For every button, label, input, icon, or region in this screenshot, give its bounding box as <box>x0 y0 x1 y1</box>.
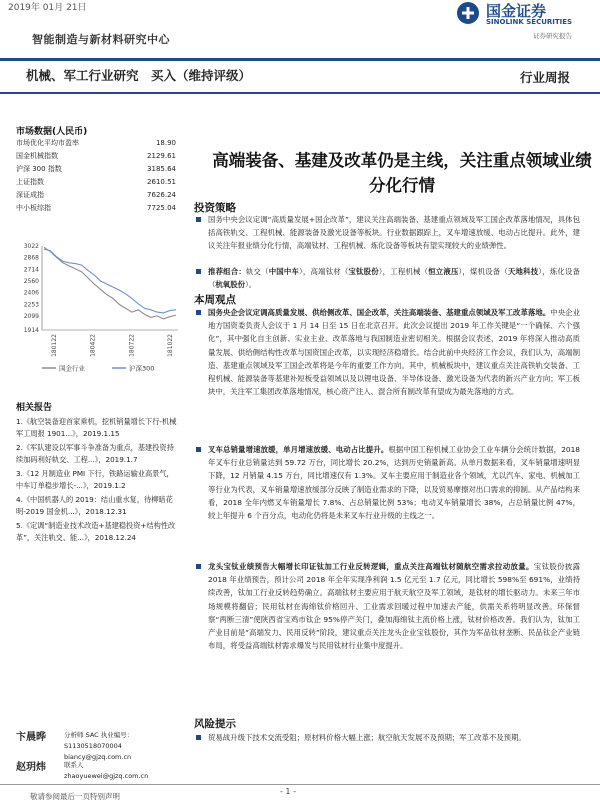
x-tick-label: 180722 <box>128 334 136 357</box>
market-row: 沪深 300 指数 3185.64 <box>16 165 176 173</box>
logo-tagline: 证券研究报告 <box>533 32 572 40</box>
bullet-icon <box>196 735 201 740</box>
series-line <box>44 247 176 319</box>
main-title: 高端装备、基建及改革仍是主线，关注重点领域业绩分化行情 <box>212 151 592 195</box>
y-tick-label: 3022 <box>23 243 39 250</box>
risk-heading: 风险提示 <box>194 718 236 730</box>
logo-text-en: SINOLINK SECURITIES <box>486 18 573 26</box>
analyst-card <box>16 728 184 761</box>
y-tick-label: 2714 <box>23 266 39 274</box>
analyst-email[interactable]: zhaoyuewei@gjzq.com.cn <box>64 772 149 780</box>
header-divider <box>0 58 600 61</box>
related-report-item[interactable]: 4.《中国机器人的 2019：结山重水复，待柳暗花明-2019 国金机...》，2018.12.31 <box>16 495 173 516</box>
legend-label: 国金行业 <box>59 364 85 373</box>
x-tick-label: 180122 <box>51 334 58 357</box>
analyst-name: 卞晨晔 <box>16 732 46 743</box>
market-row: 上证指数 2610.51 <box>16 178 176 186</box>
footer-divider <box>0 784 600 785</box>
weekly-paragraph-3: 龙头宝钛业绩预告大幅增长印证钛加工行业反转逻辑，重点关注高端钛材随航空需求拉动放量。宝钛股份披露 2018 年业绩预告，预计公司 2018 年全年实现净利润 1.5 亿元至 1.7 亿元，同比增长 598%至 691%，业绩持续改善，钛加工行业反转趋势确立。高端钛材主要应用于航天航空及军工领域，是钛材的增长驱动力。未来三年市场规模将翻倍；民用钛材在海绵钛价格回升、工业需求回暖过程中加速去产能，供需关系将明显改善。环保督察“两断三清”使陕西省宝鸡市钛企 95%停产关门，叠加海绵钛主流价格上涨，钛材价格改善。我们认为，钛加工产业目前是“高端发力、民用反转”阶段，建议重点关注龙头企业宝钛股份，其作为军品钛材垄断、民品钛企产业链布局，将受益高端钛材需求爆发与民用钛材行业集中度提升。 <box>208 560 580 652</box>
analyst-email[interactable]: biancy@gjzq.com.cn <box>64 753 132 761</box>
risk-paragraph: 贸易战升级下技术交流受阻；原材料价格大幅上涨；航空航天发展不及预期；军工改革不及预期。 <box>208 731 580 744</box>
analyst-card <box>16 758 184 784</box>
bullet-icon <box>196 217 201 222</box>
analyst-name: 赵玥炜 <box>16 762 46 773</box>
related-report-item[interactable]: 2.《军队建设以军事斗争准备为重点，基建投资持续加码利好轨交、工程...》，2019.1.7 <box>16 443 174 464</box>
department-name: 智能制造与新材料研究中心 <box>32 33 170 46</box>
legend-label: 沪深300 <box>129 364 155 373</box>
related-report-item[interactable]: 5.《定调“制造业技术改造+基建稳投资+结构性改革”，关注轨交、能...》，2018.12.24 <box>16 521 176 542</box>
market-data-title: 市场数据(人民币) <box>16 127 88 137</box>
strategy-heading: 投资策略 <box>194 202 236 214</box>
x-tick-label: 181022 <box>167 334 174 357</box>
report-date: 2019年 01月 21日 <box>8 3 87 13</box>
bullet-icon <box>196 447 201 452</box>
analyst-role: 联系人 <box>64 761 84 769</box>
market-row: 市场优化平均市盈率 18.90 <box>16 139 176 147</box>
report-title: 机械、军工行业研究 买入（维持评级） <box>26 68 252 83</box>
page-number: - 1 - <box>280 787 296 796</box>
index-line-chart <box>14 240 182 380</box>
series-line <box>44 249 176 313</box>
related-reports-list <box>16 416 180 546</box>
market-row: 深证成指 7626.24 <box>16 191 176 199</box>
footer-disclaimer: 敬请参阅最后一页特别声明 <box>30 792 120 801</box>
weekly-heading: 本周观点 <box>194 294 236 306</box>
y-tick-label: 2560 <box>23 278 39 286</box>
market-row: 中小板综指 7725.04 <box>16 204 176 212</box>
y-tick-label: 2099 <box>23 312 39 320</box>
bullet-icon <box>196 269 201 274</box>
related-report-item[interactable]: 3.《12 月制造业 PMI 下行，铁路运输业高景气，中车订单稳步增长-...》，2019.1.2 <box>16 469 174 490</box>
strategy-paragraph-2: 推荐组合：轨交（中国中车），高端钛材（宝钛股份），工程机械（恒立液压），煤机设备（天地科技），炼化设备（杭氧股份）。 <box>208 265 580 291</box>
header-divider-2 <box>0 92 600 94</box>
bullet-icon <box>196 564 201 569</box>
weekly-paragraph-2: 叉车总销量增速放缓，单月增速放缓、电动占比提升。根据中国工程机械工业协会工业车辆分会统计数据，2018 年叉车行业总销量达到 59.72 万台，同比增长 20.2%，达到历史销量新高。从单月数据来看，叉车销量增速明显下降，12 月销量 4.15 万台，同比增速仅有 1.3%。叉车主要应用于制造业各个领域，尤以汽车、家电、机械加工等行业为代表，叉车销量增速放缓部分反映了制造业需求的下降，以及贸易摩擦对出口需求的抑制。从产品结构来看，2018 全年内燃叉车销量增长 7.8%、占总销量比例 53%；电动叉车销量增长 38%，占总销量比例 47%，较上年提升 6 个百分点，电动化仍将是未来叉车行业升级的主线之一。 <box>208 443 580 522</box>
logo-text-cn: 国金证券 <box>486 2 547 20</box>
weekly-paragraph-1: 国务央企会议定调高质量发展、供给侧改革、国企改革，关注高端装备、基建重点领域及军工改革落地。中央企业地方国资委负责人会议于 1 月 14 日至 15 日在北京召开。此次会议提出 2019 年工作关键是“一个确保、六个强化”，其中强化自主创新、实业主业、改革落地与我国制造业密切相关。根据会议表述，2019 年将深入推动高质量发展、供给侧结构性改革与国资国企改革，以实现经济稳增长。结合此前中央经济工作会议，我们认为，高端制造、基建重点领域及军工国企改革将是今年的重要工作方向。其中，机械板块中，建议重点关注高铁轨交装备、工程机械、能源装备等基建补短板受益领域以及以锂电设备、半导体设备、激光设备为代表的新兴产业方向；军工板块中，关注军工集团改革落地情况，核心资产注入、混合所有制改革有望成为最先落地的方式。 <box>208 306 580 398</box>
related-report-item[interactable]: 1.《航空装备迎首家乘机，挖机销量增长下行-机械军工周报 1901...》，2019.1.15 <box>16 417 177 438</box>
market-row: 国金机械指数 2129.61 <box>16 152 176 160</box>
bullet-icon <box>196 310 201 315</box>
related-reports-title: 相关报告 <box>16 403 53 413</box>
strategy-paragraph-1: 国务中央会议定调“高质量发展+国企改革”，建议关注高端装备、基建重点领域及军工国企改革落地情况，具体包括高铁轨交、工程机械、能源装备及激光设备等板块。行业数据跟踪上，叉车增速放缓、电动占比提升。此外，建议关注年报业绩分化行情，高端钛材、工程机械、炼化设备等板块有望实现较大的业绩弹性。 <box>208 213 580 253</box>
x-tick-label: 180422 <box>89 334 97 357</box>
y-tick-label: 2253 <box>23 301 39 309</box>
y-tick-label: 1914 <box>23 327 39 334</box>
y-tick-label: 2868 <box>23 254 39 262</box>
analyst-sac: 分析师 SAC 执业编号：S1130518070004 <box>64 731 134 750</box>
y-tick-label: 2406 <box>23 289 39 297</box>
report-type: 行业周报 <box>519 70 570 85</box>
